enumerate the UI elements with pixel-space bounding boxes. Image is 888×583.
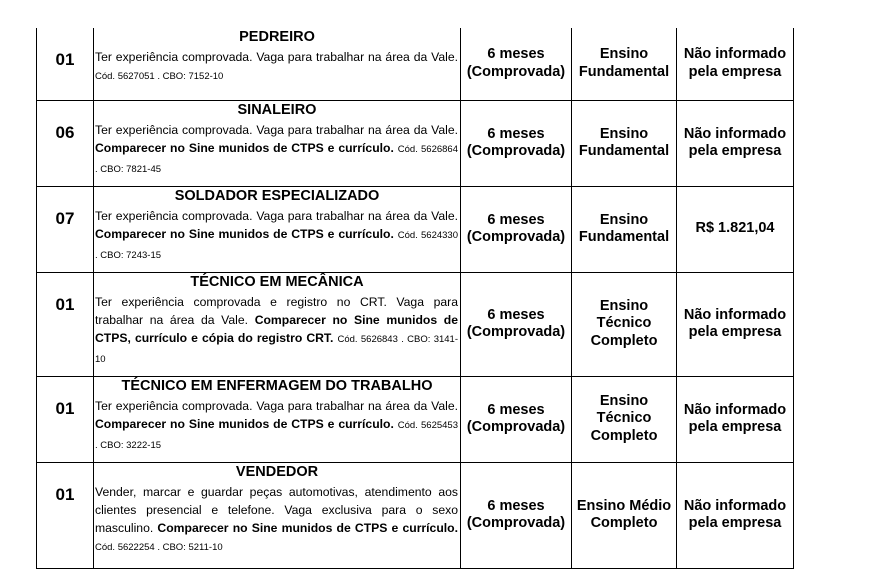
job-description-cell: [94, 100, 461, 186]
experience-duration: 6 meses: [487, 125, 545, 142]
requirements-instruction: Comparecer no Sine munidos de CTPS e currículo.: [157, 520, 458, 535]
salary-cell: [677, 186, 794, 272]
education-line: Fundamental: [578, 143, 670, 159]
requirements-instruction: Comparecer no Sine munidos de CTPS e currículo.: [95, 140, 394, 155]
table-bottom-rule: [36, 568, 790, 569]
job-title: SOLDADOR ESPECIALIZADO: [174, 187, 380, 204]
vacancy-count: 01: [37, 272, 94, 376]
job-description-cell: [94, 376, 461, 462]
salary-line: Não informado: [683, 46, 787, 63]
experience-duration: 6 meses: [487, 46, 545, 63]
requirements-instruction: Comparecer no Sine munidos de CTPS, currículo e cópia do registro CRT.: [95, 312, 458, 345]
job-title: SINALEIRO: [237, 101, 317, 118]
experience-duration: 6 meses: [487, 401, 545, 418]
table-row: [37, 186, 794, 272]
job-requirements: [94, 48, 460, 86]
job-requirements: [94, 397, 460, 455]
requirements-text: Ter experiência comprovada. Vaga para trabalhar na área da Vale.: [95, 208, 458, 223]
job-rows: [37, 28, 794, 568]
salary-line: pela empresa: [688, 419, 782, 435]
experience-proof: (Comprovada): [466, 324, 566, 340]
job-code: Cód. 5626864 . CBO: 7821-45: [95, 143, 458, 175]
experience-cell: [461, 28, 572, 100]
experience-proof: (Comprovada): [466, 419, 566, 435]
job-requirements: [94, 293, 460, 369]
experience-cell: [461, 376, 572, 462]
requirements-text: Ter experiência comprovada e registro no CRT. Vaga para trabalhar na área da Vale.: [95, 294, 458, 327]
requirements-text: Ter experiência comprovada. Vaga para trabalhar na área da Vale.: [95, 398, 458, 413]
vacancy-count: 06: [37, 100, 94, 186]
education-line: Ensino Médio: [576, 497, 672, 514]
table-row: [37, 28, 794, 100]
education-line: Fundamental: [578, 229, 670, 245]
education-line: Ensino: [599, 297, 649, 314]
salary-line: pela empresa: [688, 515, 782, 531]
education-line: Fundamental: [578, 63, 670, 80]
salary-cell: [677, 28, 794, 100]
education-cell: [572, 28, 677, 100]
job-requirements: [94, 483, 460, 557]
job-code: Cód. 5624330 . CBO: 7243-15: [95, 229, 458, 261]
education-cell: [572, 100, 677, 186]
salary-line: Não informado: [683, 401, 787, 418]
job-code: Cód. 5622254 . CBO: 5211-10: [95, 541, 223, 553]
education-line: Ensino: [599, 46, 649, 63]
education-line: Completo: [590, 332, 658, 349]
salary-line: Não informado: [683, 497, 787, 514]
experience-proof: (Comprovada): [466, 143, 566, 159]
table-row: [37, 462, 794, 568]
experience-cell: [461, 186, 572, 272]
experience-proof: (Comprovada): [466, 515, 566, 531]
education-cell: [572, 376, 677, 462]
education-line: Ensino: [599, 125, 649, 142]
salary-cell: [677, 462, 794, 568]
requirements-text: Ter experiência comprovada. Vaga para trabalhar na área da Vale.: [95, 50, 458, 64]
education-line: Ensino: [599, 392, 649, 409]
table-row: [37, 376, 794, 462]
vacancy-count: 01: [37, 28, 94, 100]
requirements-instruction: Comparecer no Sine munidos de CTPS e currículo.: [95, 226, 394, 241]
education-line: Ensino: [599, 211, 649, 228]
job-vacancies-table: [36, 28, 794, 569]
experience-duration: 6 meses: [487, 306, 545, 323]
education-cell: [572, 272, 677, 376]
job-description-cell: [94, 462, 461, 568]
experience-cell: [461, 272, 572, 376]
experience-proof: (Comprovada): [466, 63, 566, 80]
job-description-cell: [94, 186, 461, 272]
job-code: Cód. 5625453 . CBO: 3222-15: [95, 419, 458, 451]
requirements-instruction: Comparecer no Sine munidos de CTPS e currículo.: [95, 416, 394, 431]
job-description-cell: [94, 272, 461, 376]
job-code: Cód. 5627051 . CBO: 7152-10: [95, 71, 224, 82]
education-line: Técnico: [596, 315, 652, 332]
job-title: PEDREIRO: [239, 29, 315, 45]
salary-cell: [677, 272, 794, 376]
job-requirements: [94, 207, 460, 265]
education-line: Completo: [590, 515, 658, 531]
education-line: Técnico: [596, 410, 652, 427]
salary-line: pela empresa: [688, 63, 782, 80]
education-line: Completo: [590, 427, 658, 444]
requirements-text: Vender, marcar e guardar peças automotivas, atendimento aos clientes presencial e telefone. Vaga exclusiva para o sexo masculino.: [95, 484, 458, 535]
job-code: Cód. 5626843 . CBO: 3141-10: [95, 333, 459, 365]
experience-proof: (Comprovada): [466, 229, 566, 245]
experience-cell: [461, 100, 572, 186]
experience-duration: 6 meses: [487, 211, 545, 228]
salary-line: Não informado: [683, 306, 787, 323]
education-cell: [572, 462, 677, 568]
job-title: TÉCNICO EM MECÂNICA: [190, 273, 364, 290]
salary-line: Não informado: [683, 125, 787, 142]
salary-cell: [677, 100, 794, 186]
salary-line: pela empresa: [688, 324, 782, 340]
salary-line: R$ 1.821,04: [695, 220, 775, 237]
vacancy-count: 01: [37, 376, 94, 462]
job-title: VENDEDOR: [235, 463, 319, 480]
experience-cell: [461, 462, 572, 568]
vacancy-count: 07: [37, 186, 94, 272]
salary-cell: [677, 376, 794, 462]
job-requirements: [94, 121, 460, 179]
job-description-cell: [94, 28, 461, 100]
vacancy-count: 01: [37, 462, 94, 568]
education-cell: [572, 186, 677, 272]
requirements-text: Ter experiência comprovada. Vaga para trabalhar na área da Vale.: [95, 122, 458, 137]
experience-duration: 6 meses: [487, 497, 545, 514]
salary-line: pela empresa: [688, 143, 782, 159]
table-row: [37, 272, 794, 376]
table-row: [37, 100, 794, 186]
job-title: TÉCNICO EM ENFERMAGEM DO TRABALHO: [121, 377, 433, 394]
